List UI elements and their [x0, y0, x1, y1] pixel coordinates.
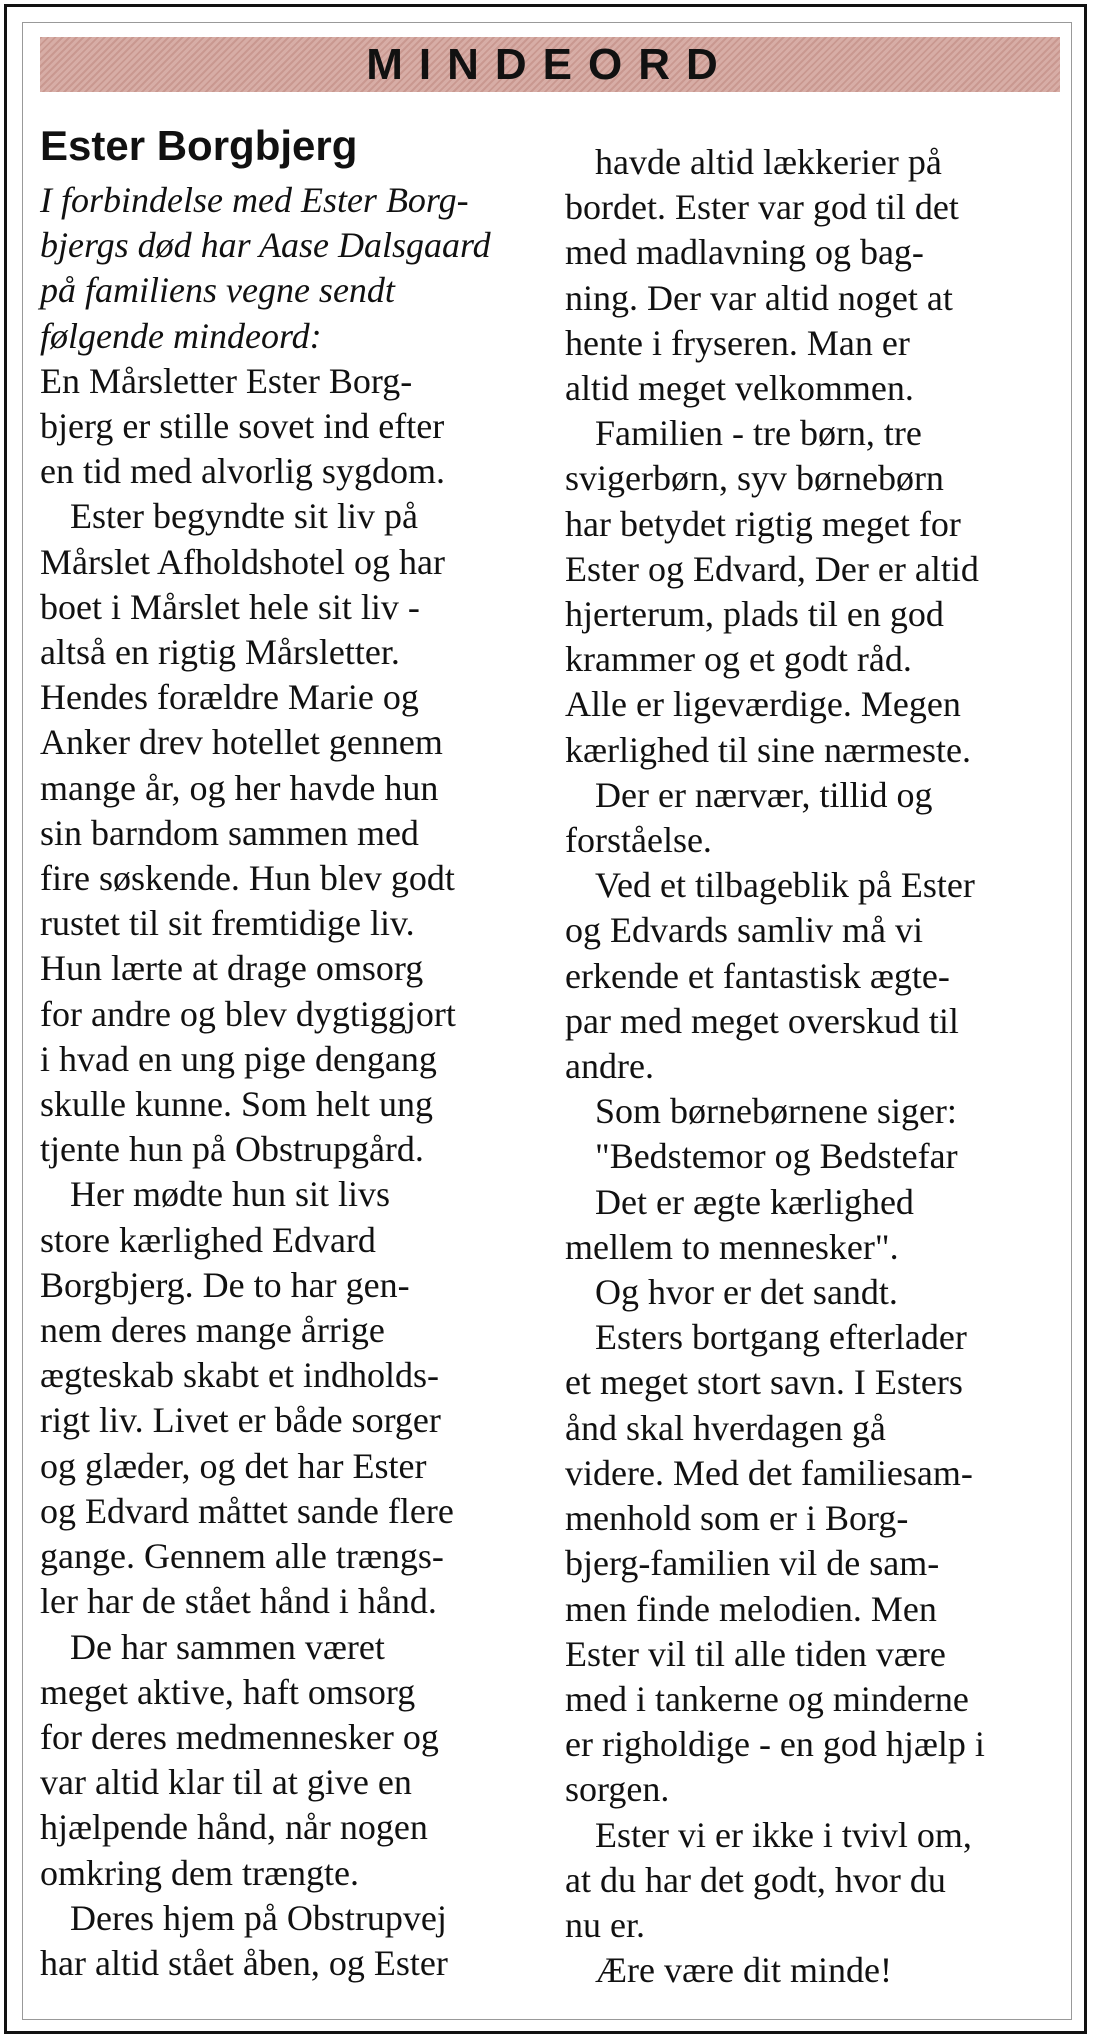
- body-line: svigerbørn, syv børnebørn: [565, 458, 944, 499]
- body-line: rustet til sit fremtidige liv.: [40, 903, 415, 944]
- body-line: Hun lærte at drage omsorg: [40, 948, 424, 989]
- body-line: par med meget overskud til: [565, 1000, 959, 1041]
- body-line: og glæder, og det har Ester: [40, 1445, 427, 1486]
- body-line: kærlighed til sine nærmeste.: [565, 729, 971, 770]
- body-line: en tid med alvorlig sygdom.: [40, 451, 445, 492]
- body-line: Familien - tre børn, tre: [595, 413, 922, 454]
- body-line: for deres medmennesker og: [40, 1716, 439, 1757]
- body-line: bordet. Ester var god til det: [565, 187, 959, 228]
- body-line: bjerg-familien vil de sam-: [565, 1543, 940, 1584]
- body-line: skulle kunne. Som helt ung: [40, 1084, 433, 1125]
- body-line: bjerg er stille sovet ind efter: [40, 406, 445, 447]
- body-line: og Edvards samliv må vi: [565, 910, 923, 951]
- body-line: boet i Mårslet hele sit liv -: [40, 586, 420, 627]
- body-line: nu er.: [565, 1904, 645, 1945]
- body-line: at du har det godt, hvor du: [565, 1859, 946, 1900]
- body-line: menhold som er i Borg-: [565, 1498, 909, 1539]
- body-line: for andre og blev dygtiggjort: [40, 993, 456, 1034]
- body-line: Ester begyndte sit liv på: [70, 496, 418, 537]
- body-line: Deres hjem på Obstrupvej: [70, 1897, 447, 1938]
- body-line: Borgbjerg. De to har gen-: [40, 1264, 410, 1305]
- left-column: [40, 118, 545, 1986]
- body-line: Som børnebørnene siger:: [595, 1091, 957, 1132]
- body-line: med madlavning og bag-: [565, 232, 924, 273]
- body-line: er righoldige - en god hjælp i: [565, 1724, 985, 1765]
- intro-line: følgende mindeord:: [40, 315, 322, 356]
- body-line: Ester vil til alle tiden være: [565, 1633, 946, 1674]
- body-line: i hvad en ung pige dengang: [40, 1038, 437, 1079]
- body-line: altid meget velkommen.: [565, 368, 914, 409]
- body-line: gange. Gennem alle trængs-: [40, 1536, 444, 1577]
- body-line: forståelse.: [565, 820, 712, 861]
- body-line: sin barndom sammen med: [40, 812, 419, 853]
- body-line: De har sammen været: [70, 1626, 385, 1667]
- body-line: Og hvor er det sandt.: [595, 1272, 898, 1313]
- body-line: ægteskab skabt et indholds-: [40, 1355, 439, 1396]
- body-line: "Bedstemor og Bedstefar: [595, 1136, 958, 1177]
- body-line: Her mødte hun sit livs: [70, 1174, 390, 1215]
- section-banner: [40, 37, 1060, 92]
- body-line: Hendes forældre Marie og: [40, 677, 419, 718]
- intro-line: på familiens vegne sendt: [40, 270, 395, 311]
- body-line: omkring dem trængte.: [40, 1852, 359, 1893]
- body-line: et meget stort savn. I Esters: [565, 1362, 963, 1403]
- body-line: og Edvard måttet sande flere: [40, 1490, 454, 1531]
- body-line: mellem to mennesker".: [565, 1226, 899, 1267]
- article-intro: [40, 178, 545, 359]
- article-headline: Ester Borgbjerg: [40, 122, 358, 169]
- body-line: Ved et tilbageblik på Ester: [595, 865, 975, 906]
- body-line: sorgen.: [565, 1769, 670, 1810]
- body-line: har betydet rigtig meget for: [565, 503, 961, 544]
- body-line: hjælpende hånd, når nogen: [40, 1807, 428, 1848]
- body-line: hjerterum, plads til en god: [565, 594, 944, 635]
- body-line: fire søskende. Hun blev godt: [40, 858, 455, 899]
- body-line: ler har de stået hånd i hånd.: [40, 1581, 437, 1622]
- body-line: tjente hun på Obstrupgård.: [40, 1129, 424, 1170]
- body-line: ning. Der var altid noget at: [565, 277, 953, 318]
- body-line: Der er nærvær, tillid og: [595, 774, 933, 815]
- body-line: altså en rigtig Mårsletter.: [40, 632, 400, 673]
- right-column: [565, 140, 1065, 1993]
- body-line: erkende et fantastisk ægte-: [565, 955, 950, 996]
- body-line: havde altid lækkerier på: [595, 142, 942, 182]
- body-line: Alle er ligeværdige. Megen: [565, 684, 961, 725]
- body-line: mange år, og her havde hun: [40, 767, 439, 808]
- body-line: videre. Med det familiesam-: [565, 1452, 973, 1493]
- body-line: andre.: [565, 1046, 654, 1087]
- body-line: Ester vi er ikke i tvivl om,: [595, 1814, 972, 1855]
- body-line: Anker drev hotellet gennem: [40, 722, 443, 763]
- body-line: ånd skal hverdagen gå: [565, 1407, 886, 1448]
- body-line: med i tankerne og minderne: [565, 1678, 969, 1719]
- body-line: var altid klar til at give en: [40, 1762, 412, 1803]
- body-line: Det er ægte kærlighed: [595, 1181, 914, 1222]
- body-line: har altid stået åben, og Ester: [40, 1942, 448, 1983]
- body-line: Ester og Edvard, Der er altid: [565, 548, 979, 589]
- body-line: hente i fryseren. Man er: [565, 322, 910, 363]
- body-line: meget aktive, haft omsorg: [40, 1671, 416, 1712]
- body-line: rigt liv. Livet er både sorger: [40, 1400, 441, 1441]
- body-line: men finde melodien. Men: [565, 1588, 937, 1629]
- section-title: MINDEORD: [366, 39, 734, 89]
- body-line: Esters bortgang efterlader: [595, 1317, 967, 1358]
- body-line: Mårslet Afholdshotel og har: [40, 541, 445, 582]
- body-line: store kærlighed Edvard: [40, 1219, 376, 1260]
- intro-line: bjergs død har Aase Dalsgaard: [40, 225, 491, 266]
- body-line: En Mårsletter Ester Borg-: [40, 360, 413, 401]
- intro-line: I forbindelse med Ester Borg-: [40, 180, 469, 220]
- body-line: Ære være dit minde!: [595, 1950, 892, 1991]
- body-line: nem deres mange årrige: [40, 1310, 385, 1351]
- left-body: [40, 359, 545, 1986]
- body-line: krammer og et godt råd.: [565, 639, 912, 680]
